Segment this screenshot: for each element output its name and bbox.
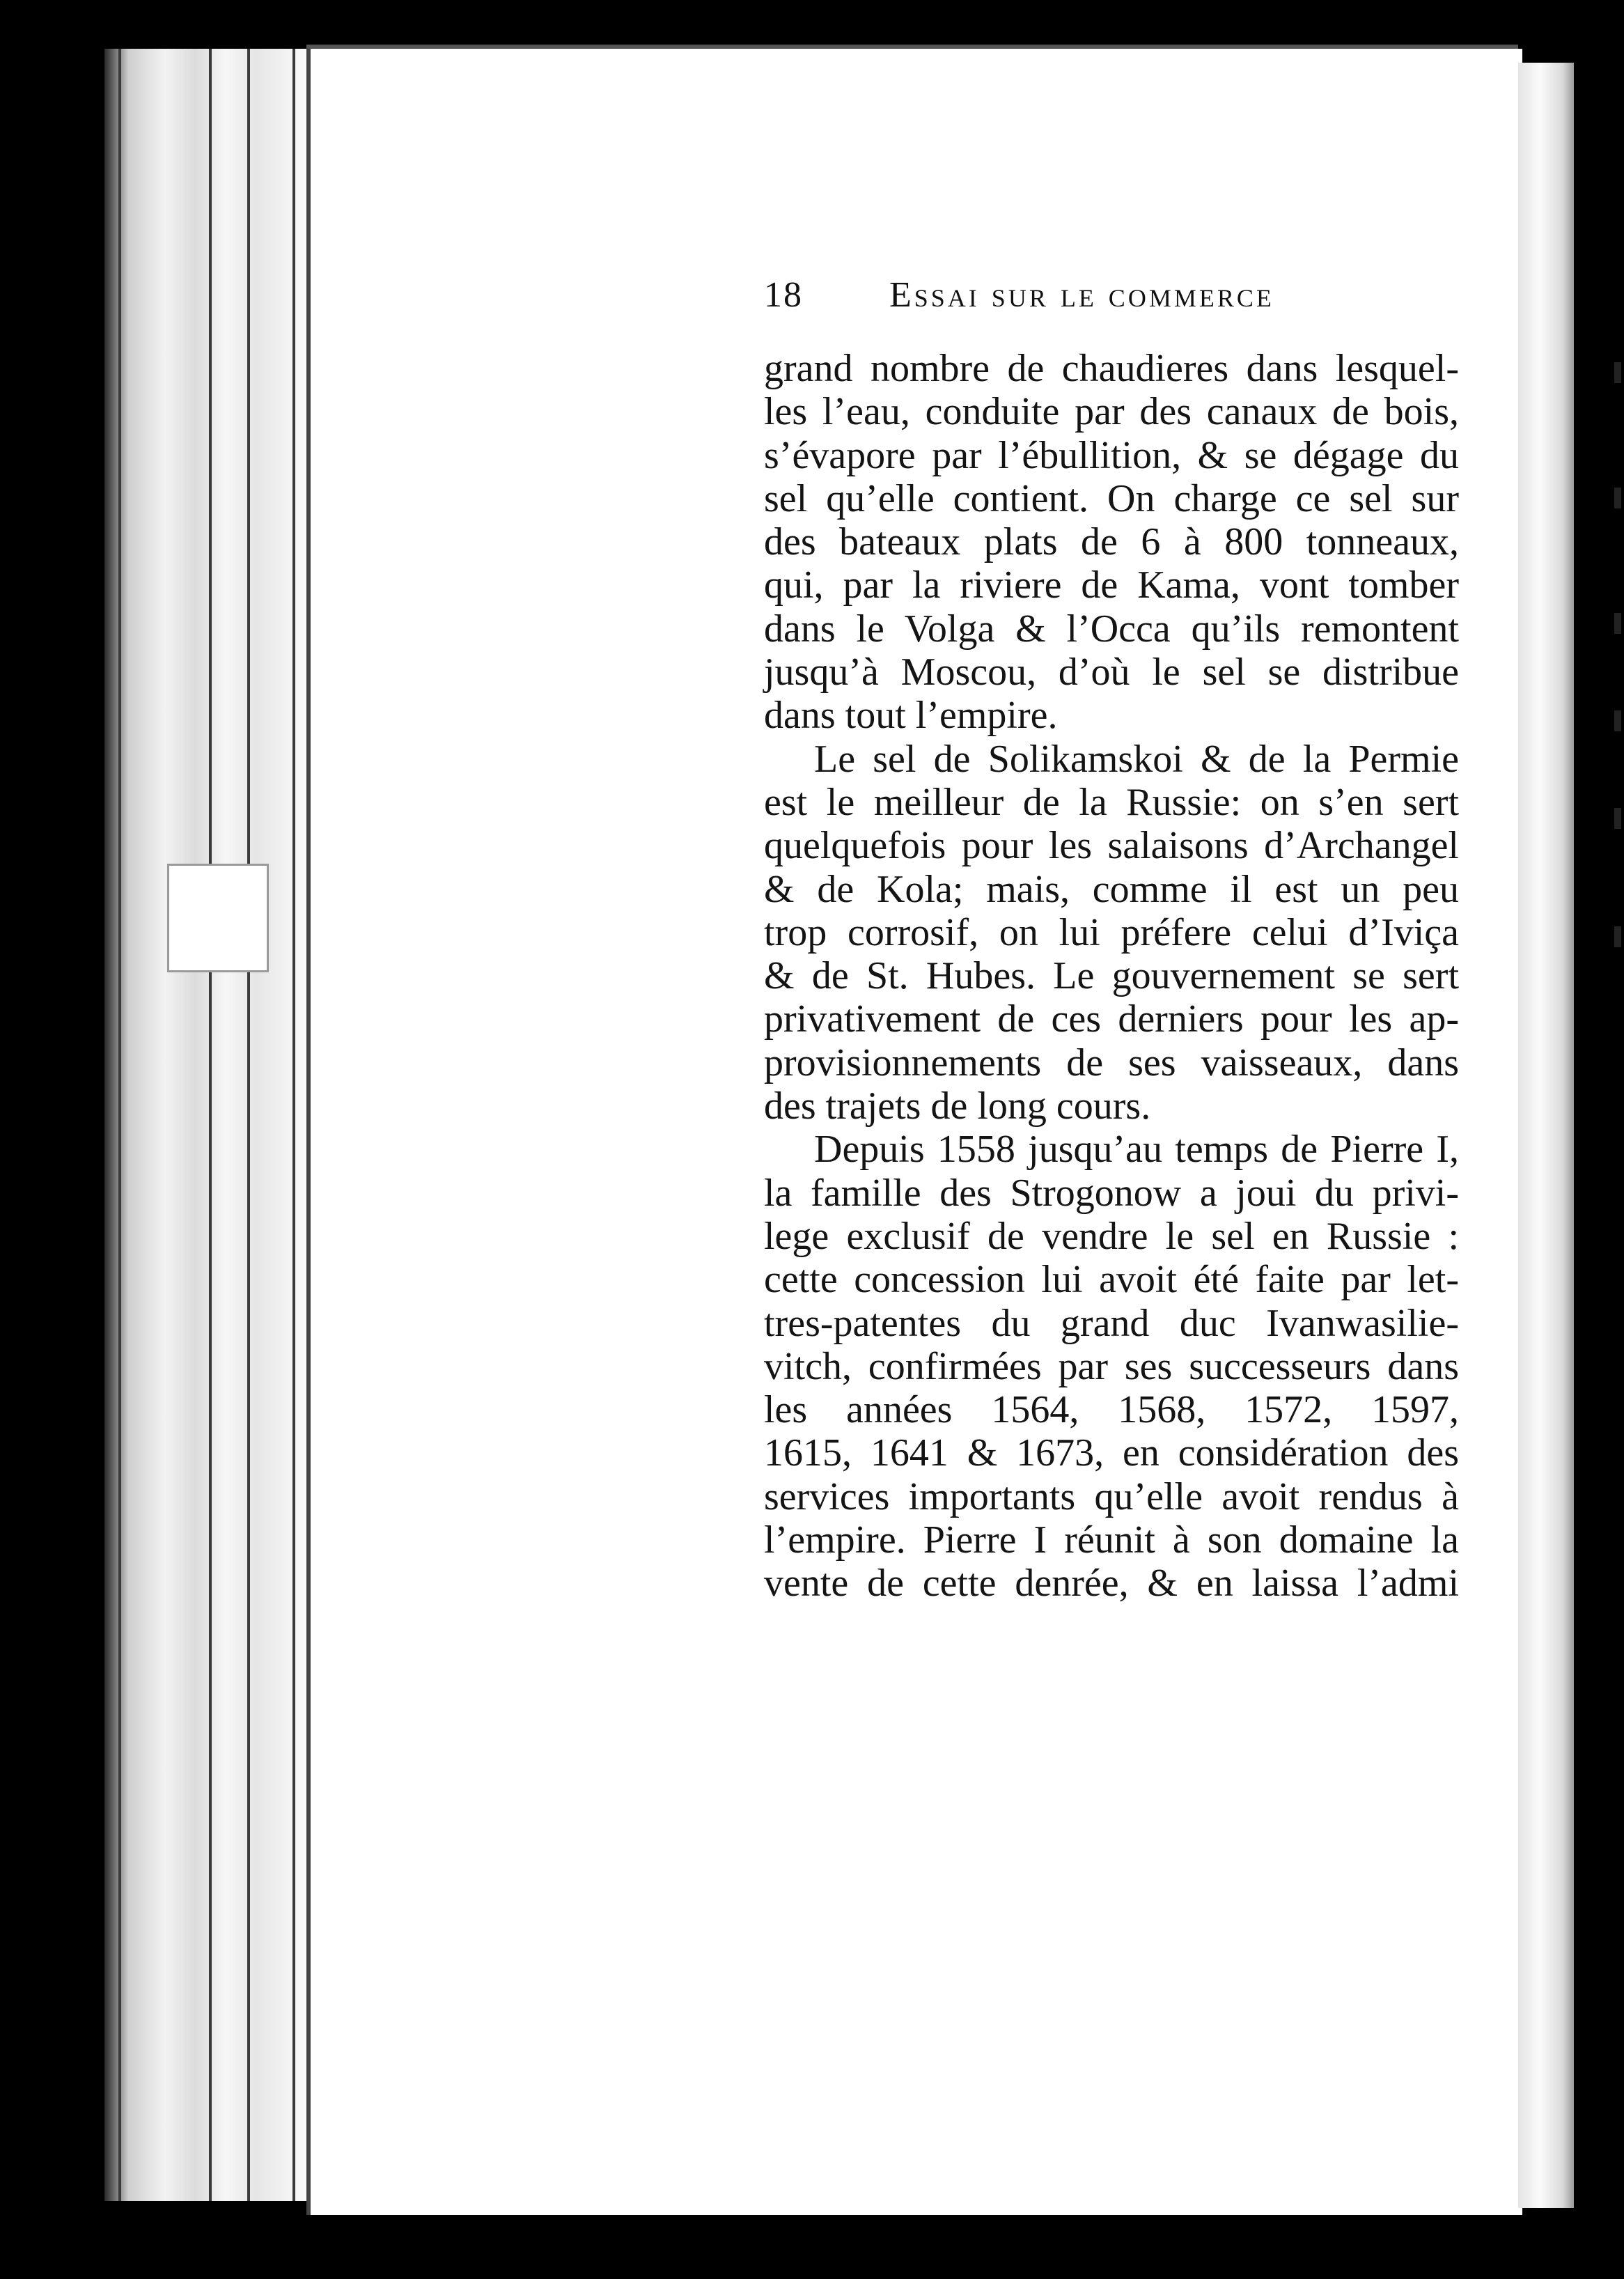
text-line: l’empire. Pierre I réunit à son domaine la [764, 1518, 1459, 1562]
text-line: des bateaux plats de 6 à 800 tonneaux, [764, 520, 1459, 564]
text-line: vitch, confirmées par ses successeurs dans [764, 1344, 1459, 1388]
leaf-edge-line [118, 49, 121, 2201]
bleed-mark [1614, 362, 1621, 383]
text-line: services importants qu’elle avoit rendus à [764, 1475, 1459, 1518]
text-line: & de St. Hubes. Le gouvernement se sert [764, 954, 1459, 998]
leaf-edge-line [247, 49, 250, 2201]
body-text [764, 347, 1459, 1605]
page-tab [167, 864, 269, 972]
text-line: la famille des Strogonow a joui du privi- [764, 1171, 1459, 1215]
leaf-edge-line [292, 49, 295, 2201]
bleed-mark [1614, 613, 1621, 634]
bleed-mark [1614, 710, 1621, 731]
bleed-mark [1614, 926, 1621, 947]
page-header [764, 274, 1335, 323]
text-line: tres-patentes du grand duc Ivanwasilie- [764, 1301, 1459, 1345]
text-line: grand nombre de chaudieres dans lesquel- [764, 347, 1459, 390]
left-page-edges [104, 49, 306, 2201]
text-line: vente de cette denrée, & en laissa l’admi [764, 1562, 1459, 1605]
text-line: privativement de ces derniers pour les ap- [764, 997, 1459, 1041]
page-number: 18 [764, 275, 803, 315]
text-line: les années 1564, 1568, 1572, 1597, [764, 1388, 1459, 1432]
text-line: sel qu’elle contient. On charge ce sel sur [764, 476, 1459, 520]
text-line: est le meilleur de la Russie: on s’en sert [764, 780, 1459, 824]
text-line: s’évapore par l’ébullition, & se dégage du [764, 433, 1459, 477]
text-line: & de Kola; mais, comme il est un peu [764, 867, 1459, 911]
text-line: dans le Volga & l’Occa qu’ils remontent [764, 607, 1459, 651]
text-line: 1615, 1641 & 1673, en considération des [764, 1431, 1459, 1475]
scan-border [1574, 0, 1624, 2279]
bleed-mark [1614, 808, 1621, 829]
running-head: Essai sur le commerce [889, 275, 1274, 315]
text-line: dans tout l’empire. [764, 694, 1058, 738]
text-line: les l’eau, conduite par des canaux de bois, [764, 390, 1459, 434]
text-line: des trajets de long cours. [764, 1084, 1151, 1128]
text-line: cette concession lui avoit été faite par let- [764, 1258, 1459, 1302]
text-line: lege exclusif de vendre le sel en Russie : [764, 1214, 1459, 1258]
text-line: quelquefois pour les salaisons d’Archangel [764, 824, 1459, 868]
text-line: provisionnements de ses vaisseaux, dans [764, 1041, 1459, 1084]
text-line: jusqu’à Moscou, d’où le sel se distribue [764, 651, 1459, 694]
leaf-edge-line [209, 49, 212, 2201]
text-line: qui, par la riviere de Kama, vont tomber [764, 563, 1459, 607]
text-line: trop corrosif, on lui préfere celui d’Iviça [764, 910, 1459, 954]
text-line: Le sel de Solikamskoi & de la Permie [814, 737, 1459, 781]
text-line: Depuis 1558 jusqu’au temps de Pierre I, [814, 1128, 1459, 1172]
bleed-mark [1614, 488, 1621, 508]
right-page-edge [1518, 63, 1574, 2208]
